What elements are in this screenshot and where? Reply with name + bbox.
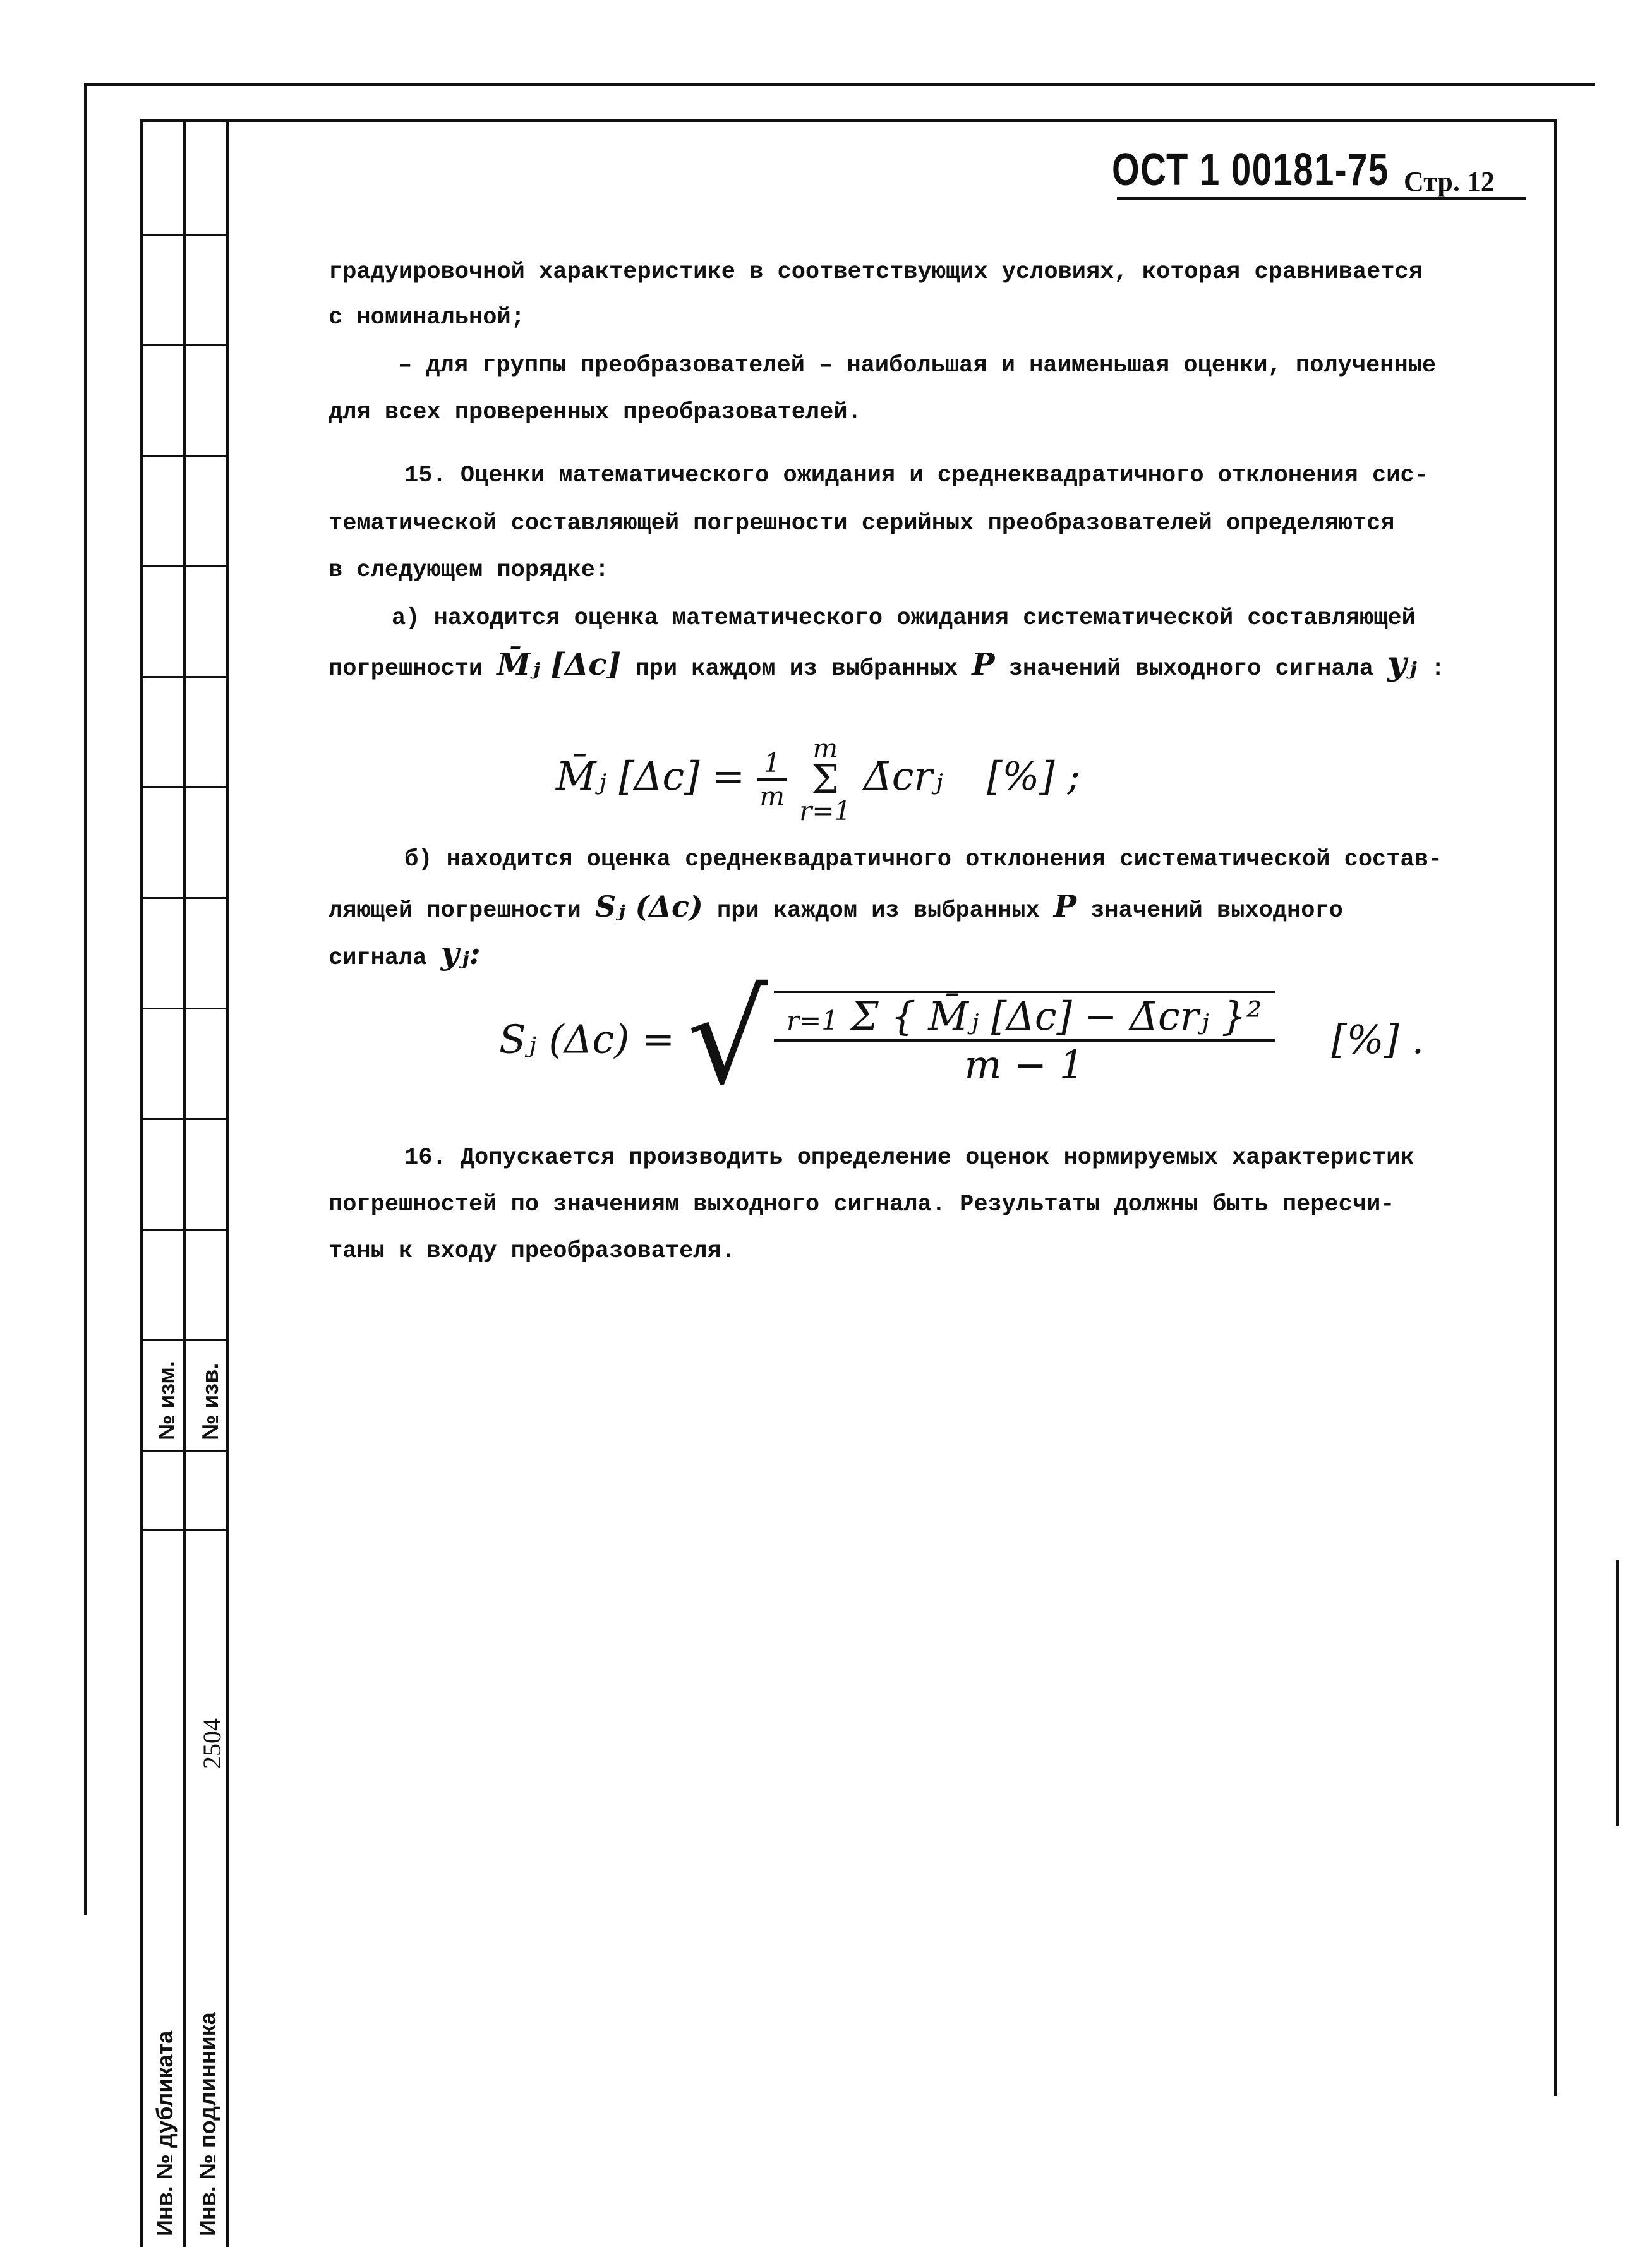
text-line-8: а) находится оценка математического ожидания систематической составляющей [392,605,1416,632]
text-pri-kazhdom-2: при каждом из выбранных [717,898,1040,924]
formula1-numerator: 1 [757,747,787,781]
page-number: Стр. 12 [1404,166,1495,197]
inline-colon: : [1430,656,1445,682]
margin-label-dublikat: Инв. № дубликата [152,2030,178,2236]
formula-std-dev [499,965,1425,1112]
inline-yj-2: yⱼ: [440,934,481,972]
formula2-denominator: m − 1 [964,1042,1085,1088]
formula-mean [556,733,1080,826]
right-border [1554,119,1557,2096]
text-line-15: погрешностей по значениям выходного сигнала. Результаты должны быть пересчи- [329,1191,1395,1218]
formula1-sum [799,733,851,826]
left-border-outer [84,83,87,1915]
text-line-3: – для группы преобразователей – наибольшая и наименьшая оценки, полученные [398,352,1437,379]
formula1-sum-top: m [812,733,838,764]
formula2-lhs: Sⱼ (Δc) = [499,1016,675,1063]
formula2-sum-bottom: r=1 [786,1005,838,1036]
formula1-term: Δ̄crⱼ [864,753,943,800]
text-line-6: тематической составляющей погрешности серийных преобразователей определяются [329,510,1395,537]
margin-label-podlinnik: Инв. № подлинника [195,2012,220,2236]
text-znacheniy-2: значений выходного [1090,898,1343,924]
text-lyayushchey: ляющей погрешности [329,898,581,924]
formula2-numerator [774,993,1275,1042]
text-line-16: таны к входу преобразователя. [329,1238,735,1265]
margin-label-izm: № изм. [154,1361,179,1440]
top-border-outer [85,83,1595,86]
text-signala: сигнала [329,945,427,972]
left-margin-line-1 [140,119,143,2247]
left-margin-line-3 [226,119,229,2247]
formula1-lhs: M̄ⱼ [Δc] = [556,753,745,800]
text-line-7: в следующем порядке: [329,557,610,584]
standard-number: ОСТ 1 00181-75 [1112,145,1389,195]
text-line-11: б) находится оценка среднеквадратичного отклонения систематической состав- [404,846,1443,873]
text-znacheniy: значений выходного сигнала [1008,656,1373,682]
formula2-fraction [774,991,1275,1088]
text-line-4: для всех проверенных преобразователей. [329,399,862,426]
inline-yj: yⱼ [1387,644,1417,683]
formula1-denominator: m [759,781,785,812]
top-border-inner [140,119,1555,122]
formula1-unit: [%] ; [987,753,1081,800]
text-line-14: 16. Допускается производить определение оценок нормируемых характеристик [404,1145,1414,1171]
formula1-fraction [757,747,787,812]
formula1-sum-bottom: r=1 [799,795,852,826]
text-line-5: 15. Оценки математического ожидания и среднеквадратичного отклонения сис- [404,462,1428,489]
inline-p-2: P [1053,889,1076,924]
sqrt-sign: √ [687,965,768,1112]
formula2-num-body: Σ { M̄ⱼ [Δc] − Δ̄crⱼ }² [850,993,1262,1039]
margin-label-izv: № изв. [197,1363,223,1440]
formula1-sum-sign: Σ [811,756,840,802]
right-edge-mark [1616,1560,1619,1826]
inline-sj: Sⱼ (Δc) [594,889,703,924]
inline-p: P [972,647,995,682]
inline-m-estimate: M̄ⱼ [Δc] [497,647,622,682]
inventory-number: 2504 [198,1718,226,1769]
left-margin-line-2 [183,119,186,2247]
text-pri-kazhdom: при каждом из выбранных [635,656,958,682]
text-line-9 [329,638,1466,695]
text-line-2: с номинальной; [329,304,525,331]
text-line-1: градуировочной характеристике в соответствующих условиях, которая сравнивается [329,259,1423,286]
formula2-unit: [%] . [1331,1016,1425,1063]
text-pogreshnosti: погрешности [329,656,483,682]
